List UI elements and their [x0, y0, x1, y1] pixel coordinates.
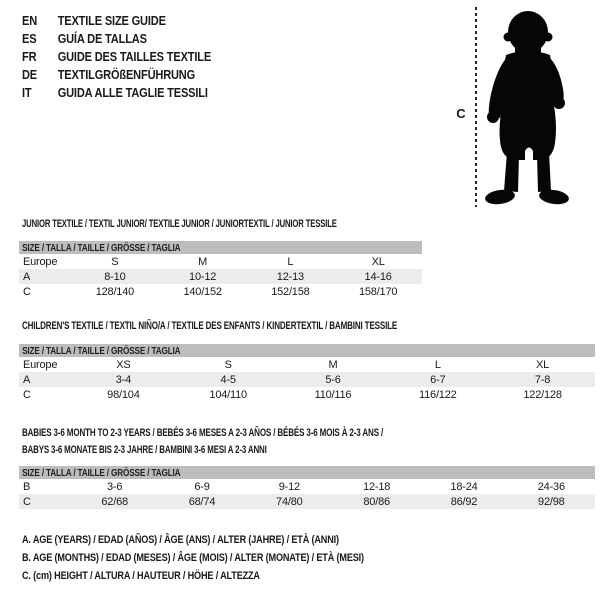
row-label: C	[23, 495, 31, 508]
children-size-table	[19, 344, 595, 402]
language-header	[22, 11, 211, 101]
cell: M	[198, 255, 208, 268]
cell: 6-7	[430, 373, 446, 386]
cell: 14-16	[364, 270, 392, 283]
cell: 6-9	[194, 480, 210, 493]
cell: 80/86	[363, 495, 390, 508]
language-label: GUÍA DE TALLAS	[57, 30, 147, 46]
language-row-es	[22, 29, 211, 47]
size-header-bar	[19, 344, 595, 357]
size-header-label: SIZE / TALLA / TAILLE / GRÖSSE / TAGLIA	[22, 241, 181, 254]
cell: 9-12	[278, 480, 300, 493]
size-header-label: SIZE / TALLA / TAILLE / GRÖSSE / TAGLIA	[22, 466, 181, 479]
language-row-en	[22, 11, 211, 29]
cell: 86/92	[450, 495, 478, 508]
cell: 8-10	[104, 270, 126, 283]
row-label: A	[23, 270, 31, 283]
junior-size-table	[19, 241, 422, 299]
row-label: C	[23, 285, 31, 298]
cell: 122/128	[523, 388, 562, 401]
table-row	[19, 269, 422, 284]
cell: 3-6	[107, 480, 123, 493]
cell: XS	[116, 358, 131, 371]
cell: 104/110	[209, 388, 247, 401]
table-row	[19, 479, 595, 494]
cell: 3-4	[115, 373, 132, 386]
cell: M	[328, 358, 338, 371]
table-row	[19, 357, 595, 372]
cell: 128/140	[95, 285, 135, 298]
cell: 68/74	[188, 495, 216, 508]
language-label: TEXTILE SIZE GUIDE	[57, 12, 166, 28]
cell: 74/80	[276, 495, 303, 508]
cell: 158/170	[358, 285, 398, 298]
row-label: Europe	[23, 358, 58, 371]
cell: 24-36	[537, 480, 565, 493]
row-label: Europe	[23, 255, 58, 268]
language-code: ES	[22, 30, 37, 46]
language-code: FR	[22, 48, 37, 64]
footnote-c: C. (cm) HEIGHT / ALTURA / HAUTEUR / HÖHE / ALTEZZA	[22, 570, 260, 582]
cell: 98/104	[107, 388, 140, 401]
cell: S	[111, 255, 119, 268]
cell: 140/152	[183, 285, 222, 298]
cell: XL	[536, 358, 550, 371]
language-row-de	[22, 65, 211, 83]
language-code: DE	[22, 66, 38, 82]
table-row	[19, 387, 595, 402]
cell: 116/122	[419, 388, 457, 401]
language-code: IT	[22, 84, 32, 100]
cell: 18-24	[450, 480, 478, 493]
cell: XL	[371, 255, 385, 268]
cell: 7-8	[534, 373, 551, 386]
cell: L	[287, 255, 294, 268]
table-row	[19, 494, 595, 509]
section-title-babies-line1: BABIES 3-6 MONTH TO 2-3 YEARS / BEBÉS 3-6 MESES A 2-3 AÑOS / BÉBÉS 3-6 MOIS À 2-3 ANS /	[22, 427, 384, 439]
cell: 10-12	[189, 270, 217, 283]
cell: 12-18	[363, 480, 391, 493]
row-label: A	[23, 373, 31, 386]
cell: 4-5	[220, 373, 236, 386]
babies-size-table	[19, 466, 595, 509]
toddler-silhouette-icon	[482, 8, 572, 208]
row-label: B	[23, 480, 31, 493]
size-header-label: SIZE / TALLA / TAILLE / GRÖSSE / TAGLIA	[22, 344, 181, 357]
cell: S	[224, 358, 232, 371]
cell: 62/68	[101, 495, 128, 508]
language-code: EN	[22, 12, 38, 28]
size-header-bar	[19, 466, 595, 479]
language-row-fr	[22, 47, 211, 65]
language-label: TEXTILGRÖßENFÜHRUNG	[57, 66, 196, 82]
footnote-b: B. AGE (MONTHS) / EDAD (MESES) / ÂGE (MOIS) / ALTER (MONATE) / ETÀ (MESI)	[22, 552, 364, 564]
cell: 152/158	[271, 285, 310, 298]
cell: 92/98	[538, 495, 565, 508]
height-dashed-line	[475, 7, 477, 207]
cell: 12-13	[276, 270, 304, 283]
size-header-bar	[19, 241, 422, 254]
section-title-children: CHILDREN'S TEXTILE / TEXTIL NIÑO/A / TEXTILE DES ENFANTS / KINDERTEXTIL / BAMBINI TESSILE	[22, 320, 398, 332]
section-title-babies-line2: BABYS 3-6 MONATE BIS 2-3 JAHRE / BAMBINI 3-6 MESI A 2-3 ANNI	[22, 444, 267, 456]
section-title-junior: JUNIOR TEXTILE / TEXTIL JUNIOR/ TEXTILE JUNIOR / JUNIORTEXTIL / JUNIOR TESSILE	[22, 218, 337, 230]
cell: L	[434, 358, 441, 371]
footnote-a: A. AGE (YEARS) / EDAD (AÑOS) / ÂGE (ANS) / ALTER (JAHRE) / ETÀ (ANNI)	[22, 534, 339, 546]
row-label: C	[23, 388, 31, 401]
cell: 110/116	[314, 388, 352, 401]
height-measure-label: C	[456, 106, 466, 121]
table-row	[19, 284, 422, 299]
table-row	[19, 254, 422, 269]
cell: 5-6	[325, 373, 341, 386]
language-label: GUIDA ALLE TAGLIE TESSILI	[57, 84, 208, 100]
footnotes	[22, 531, 434, 585]
language-row-it	[22, 83, 211, 101]
language-label: GUIDE DES TAILLES TEXTILE	[57, 48, 212, 64]
table-row	[19, 372, 595, 387]
